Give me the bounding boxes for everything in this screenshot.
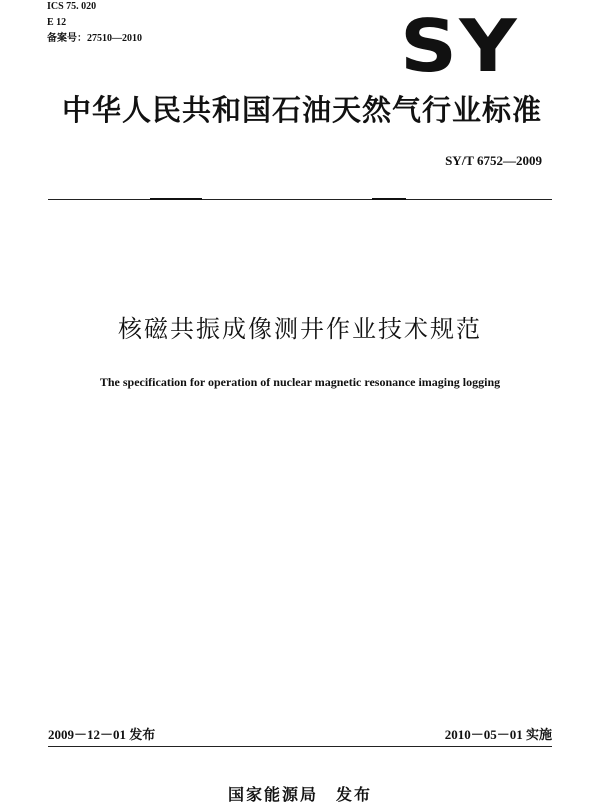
sy-logo: SY — [400, 4, 519, 88]
issue-date: 2009－12－01 发布 — [48, 727, 156, 742]
effective-date: 2010－05－01 实施 — [444, 727, 552, 742]
document-title-cn: 核磁共振成像测井作业技术规范 — [118, 315, 482, 343]
issuer: 国家能源局 发布 — [227, 785, 372, 804]
ics-code: ICS 75. 020 — [47, 1, 97, 12]
document-title-en: The specification for operation of nuclear magnetic resonance imaging logging — [99, 375, 501, 389]
footer-divider — [48, 746, 552, 747]
header-divider — [48, 199, 552, 200]
standard-number: SY/T 6752—2009 — [445, 153, 542, 168]
classification-code: E 12 — [47, 17, 67, 28]
filing-number: 备案号：27510—2010 — [47, 33, 142, 44]
standard-title: 中华人民共和国石油天然气行业标准 — [62, 93, 543, 127]
header-divider-accent — [150, 198, 202, 200]
header-divider-accent — [372, 198, 406, 200]
